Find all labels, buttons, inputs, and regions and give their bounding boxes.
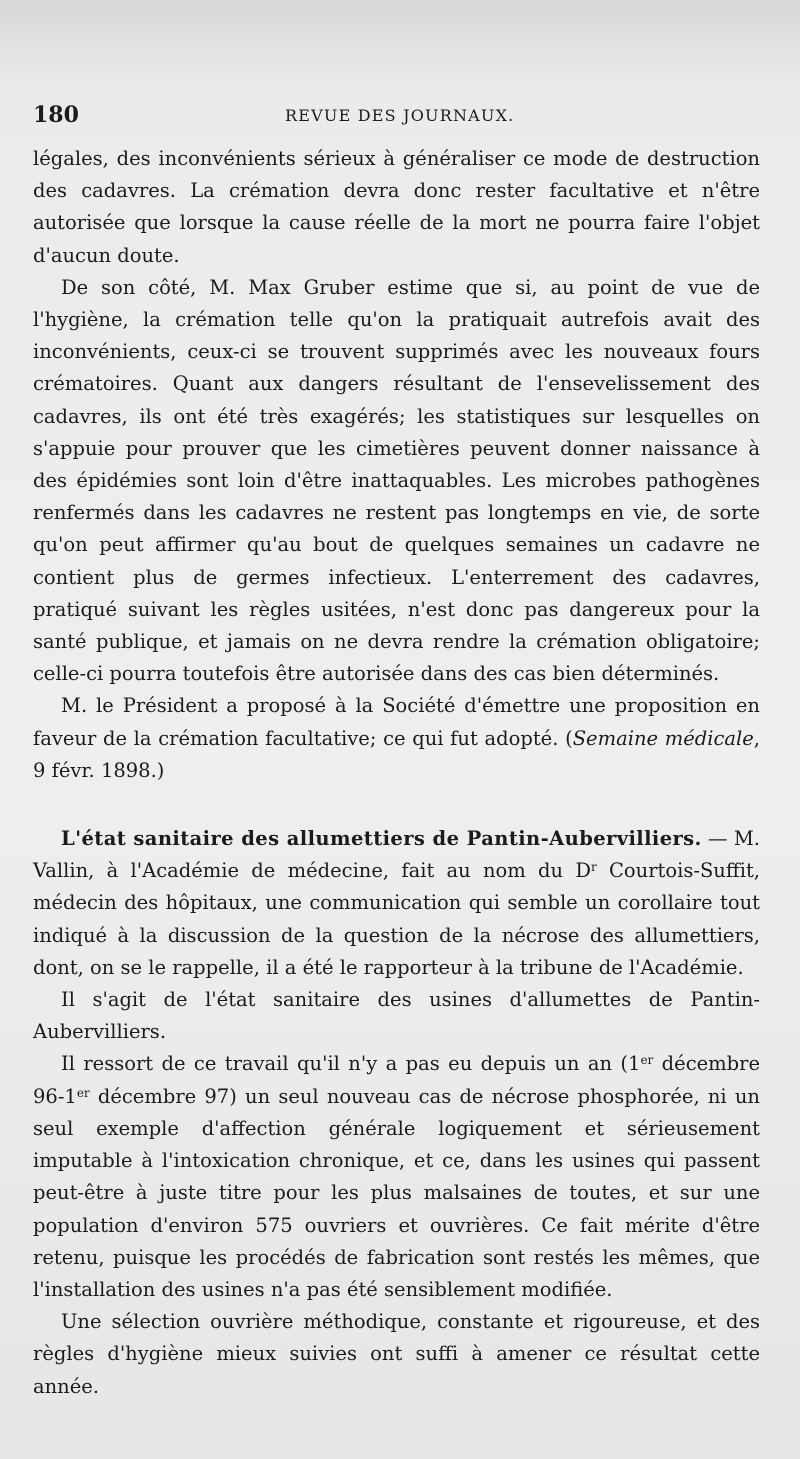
paragraph-continuation: légales, des inconvénients sérieux à généraliser ce mode de destruction des cadavres. La crémation devra donc rester facultative et n'être autorisée que lorsque la cause réelle de la mort ne pourra faire l'objet d'aucun doute.: [33, 147, 760, 267]
paragraph-ressort: [33, 1048, 760, 1306]
ressort-text-b: décembre 96-1: [33, 1052, 760, 1108]
intro-text-a: — M. Vallin, à l'Académie de médecine, fait au nom du D: [33, 827, 760, 883]
paragraph-usines: Il s'agit de l'état sanitaire des usines d'allumettes de Pantin-Aubervilliers.: [33, 988, 760, 1044]
superscript-r: r: [590, 860, 597, 875]
paragraph-president: [33, 690, 760, 787]
paragraph-gruber: De son côté, M. Max Gruber estime que si, au point de vue de l'hygiène, la crémation telle qu'on la pratiquait autrefois avait des inconvénients, ceux-ci se trouvent supprimés avec les nouveaux fours crématoires. Quant aux dangers résultant de l'ensevelissement des cadavres, ils ont été très exagérés; les statistiques sur lesquelles on s'appuie pour prouver que les cimetières peuvent donner naissance à des épidémies sont loin d'être inattaquables. Les microbes pathogènes renfermés dans les cadavres ne restent pas longtemps en vie, de sorte qu'on peut affirmer qu'au bout de quelques semaines un cadavre ne contient plus de germes infectieux. L'enterrement des cadavres, pratiqué suivant les règles usitées, n'est donc pas dangereux pour la santé publique, et jamais on ne devra rendre la crémation obligatoire; celle-ci pourra toutefois être autorisée dans des cas bien déterminés.: [33, 275, 760, 686]
intro-text-b: Courtois-Suffit, médecin des hôpitaux, une communication qui semble un corollaire tout indiqué à la discussion de la question de la nécrose des allumettiers, dont, on se le rappelle, il a été le rapporteur à la tribune de l'Académie.: [33, 859, 760, 979]
paragraph-selection: Une sélection ouvrière méthodique, constante et rigoureuse, et des règles d'hygiène mieux suivies ont suffi à amener ce résultat cette année.: [33, 1310, 760, 1398]
section-title: L'état sanitaire des allumettiers de Pantin-Aubervilliers.: [61, 827, 702, 851]
ressort-text-c: décembre 97) un seul nouveau cas de nécrose phosphorée, ni un seul exemple d'affection générale logiquement et sérieusement imputable à l'intoxication chronique, et ce, dans les usines qui passent peut-être à juste titre pour les plus malsaines de toutes, et sur une population d'environ 575 ouvriers et ouvrières. Ce fait mérite d'être retenu, puisque les procédés de fabrication sont restés les mêmes, que l'installation des usines n'a pas été sensiblement modifiée.: [33, 1084, 760, 1301]
running-title: REVUE DES JOURNAUX.: [285, 106, 515, 125]
superscript-er-1: er: [640, 1053, 654, 1068]
page-header: [33, 100, 763, 130]
president-text: M. le Président a proposé à la Société d'émettre une proposition en faveur de la crémation facultative; ce qui fut adopté. (: [33, 694, 760, 750]
page-number: 180: [33, 102, 79, 128]
section-divider: [33, 787, 760, 823]
superscript-er-2: er: [76, 1085, 90, 1100]
citation-date: , 9 févr. 1898.): [33, 726, 760, 782]
page-body: [33, 143, 760, 1403]
paragraph-allumettiers-intro: [33, 823, 760, 984]
citation-source: Semaine médicale: [572, 726, 754, 750]
ressort-text-a: Il ressort de ce travail qu'il n'y a pas eu depuis un an (1: [61, 1052, 641, 1076]
